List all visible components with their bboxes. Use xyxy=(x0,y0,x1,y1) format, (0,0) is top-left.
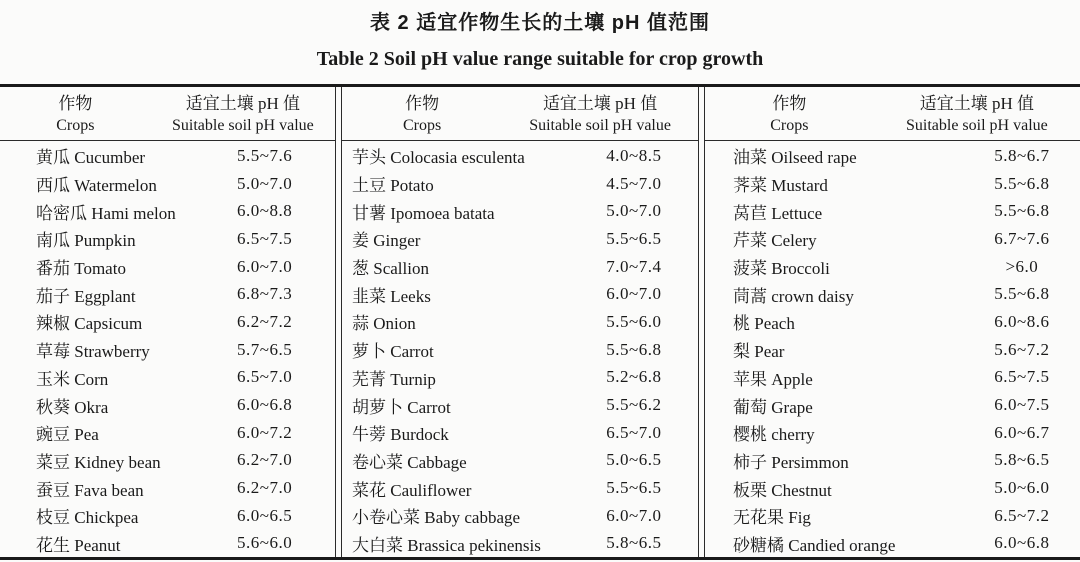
ph-header-en: Suitable soil pH value xyxy=(529,117,671,134)
ph-value-cell: 6.0~7.5 xyxy=(994,395,1050,415)
crop-name-cell: 胡萝卜 Carrot xyxy=(352,397,451,417)
crop-name-cell: 花生 Peanut xyxy=(36,535,121,555)
ph-value-cell: 6.0~6.5 xyxy=(237,505,293,525)
ph-value-cell: 5.5~6.5 xyxy=(606,228,662,248)
crop-name-cell: 葡萄 Grape xyxy=(733,397,813,417)
ph-value-cell: 5.5~6.8 xyxy=(994,201,1050,221)
crops-header-en: Crops xyxy=(770,117,809,134)
table-row xyxy=(0,336,335,364)
table-row xyxy=(342,474,698,502)
crop-name-cell: 菜豆 Kidney bean xyxy=(36,452,161,472)
crop-name-cell: 莴苣 Lettuce xyxy=(733,203,823,223)
table-row xyxy=(705,419,1080,447)
ph-value-cell: 5.8~6.5 xyxy=(994,450,1050,470)
table-row xyxy=(0,502,335,530)
crop-name-cell: 菜花 Cauliflower xyxy=(352,480,472,500)
crop-name-cell: 黄瓜 Cucumber xyxy=(36,148,146,168)
table-header-left xyxy=(0,87,335,141)
table-row xyxy=(0,170,335,198)
crop-name-cell: 牛蒡 Burdock xyxy=(352,425,449,445)
crop-name-cell: 芋头 Colocasia esculenta xyxy=(352,148,525,168)
crop-name-cell: 葱 Scallion xyxy=(352,259,429,279)
ph-header-en: Suitable soil pH value xyxy=(905,117,1048,134)
ph-value-cell: 5.6~6.0 xyxy=(237,533,293,553)
ph-value-cell: 6.0~6.7 xyxy=(994,422,1050,442)
table-row xyxy=(705,253,1080,281)
crops-column-header xyxy=(705,92,874,136)
crops-header-en: Crops xyxy=(56,117,95,134)
table-row xyxy=(0,308,335,336)
table-row xyxy=(342,142,698,170)
table-row xyxy=(342,280,698,308)
table-row xyxy=(0,474,335,502)
ph-value-cell: 6.8~7.3 xyxy=(237,284,293,304)
ph-header-en: Suitable soil pH value xyxy=(171,117,314,134)
ph-value-cell: 5.5~7.6 xyxy=(237,145,293,165)
crop-name-cell: 大白菜 Brassica pekinensis xyxy=(352,535,541,555)
ph-value-cell: 6.5~7.5 xyxy=(237,228,293,248)
crops-column-header xyxy=(0,92,151,136)
table-row xyxy=(342,253,698,281)
ph-value-cell: >6.0 xyxy=(1005,256,1039,276)
crops-column-header xyxy=(342,92,502,136)
crop-name-cell: 辣椒 Capsicum xyxy=(36,314,143,334)
soil-ph-table xyxy=(0,84,1080,560)
table-row xyxy=(342,170,698,198)
ph-value-cell: 5.0~6.5 xyxy=(606,450,662,470)
ph-value-cell: 6.2~7.2 xyxy=(237,311,293,331)
ph-value-cell: 6.0~8.8 xyxy=(237,201,293,221)
table-row xyxy=(705,364,1080,392)
crop-name-cell: 南瓜 Pumpkin xyxy=(36,231,136,251)
crop-name-cell: 萝卜 Carrot xyxy=(352,342,434,362)
table-title-en: Table 2 Soil pH value range suitable for crop growth xyxy=(316,48,764,70)
table-row xyxy=(705,530,1080,558)
crop-name-cell: 蒜 Onion xyxy=(352,314,416,334)
table-row xyxy=(0,530,335,558)
table-row xyxy=(342,447,698,475)
table-title-zh: 表 2 适宜作物生长的土壤 pH 值范围 xyxy=(369,12,710,34)
crop-name-cell: 豌豆 Pea xyxy=(36,425,99,445)
table-row xyxy=(705,391,1080,419)
crop-name-cell: 小卷心菜 Baby cabbage xyxy=(352,508,521,528)
table-row xyxy=(0,197,335,225)
ph-value-cell: 6.5~7.5 xyxy=(994,367,1050,387)
crop-name-cell: 柿子 Persimmon xyxy=(733,452,849,472)
table-row xyxy=(705,197,1080,225)
crop-name-cell: 油菜 Oilseed rape xyxy=(733,148,857,168)
table-row xyxy=(705,502,1080,530)
table-row xyxy=(342,225,698,253)
table-row xyxy=(705,142,1080,170)
table-row xyxy=(342,530,698,558)
table-row xyxy=(705,170,1080,198)
ph-value-cell: 5.6~7.2 xyxy=(994,339,1050,359)
table-row xyxy=(0,391,335,419)
crop-name-cell: 秋葵 Okra xyxy=(36,397,109,417)
table-body-middle xyxy=(342,141,698,557)
crop-name-cell: 茼蒿 crown daisy xyxy=(733,286,854,306)
crop-name-cell: 芜菁 Turnip xyxy=(352,369,436,389)
ph-value-cell: 6.2~7.0 xyxy=(237,478,293,498)
ph-value-cell: 5.5~6.8 xyxy=(606,339,662,359)
ph-column-header xyxy=(151,92,335,136)
crop-name-cell: 哈密瓜 Hami melon xyxy=(36,203,176,223)
ph-value-cell: 6.0~8.6 xyxy=(994,311,1050,331)
ph-value-cell: 5.7~6.5 xyxy=(237,339,293,359)
ph-value-cell: 5.5~6.2 xyxy=(606,395,662,415)
crop-name-cell: 芹菜 Celery xyxy=(733,231,817,251)
crop-name-cell: 无花果 Fig xyxy=(733,508,811,528)
table-row xyxy=(0,419,335,447)
crop-name-cell: 韭菜 Leeks xyxy=(352,286,431,306)
ph-value-cell: 6.0~7.0 xyxy=(606,505,662,525)
table-row xyxy=(342,502,698,530)
ph-header-zh: 适宜土壤 pH 值 xyxy=(542,94,658,113)
double-rule-divider xyxy=(335,87,342,557)
table-row xyxy=(705,447,1080,475)
crop-name-cell: 西瓜 Watermelon xyxy=(36,176,157,196)
ph-value-cell: 6.0~6.8 xyxy=(994,533,1050,553)
crop-name-cell: 板栗 Chestnut xyxy=(733,480,832,500)
table-row xyxy=(705,225,1080,253)
crop-name-cell: 砂糖橘 Candied orange xyxy=(733,535,896,555)
crops-header-zh: 作物 xyxy=(58,94,93,113)
ph-value-cell: 6.7~7.6 xyxy=(994,228,1050,248)
ph-column-header xyxy=(502,92,698,136)
ph-value-cell: 7.0~7.4 xyxy=(606,256,662,276)
table-row xyxy=(705,280,1080,308)
ph-value-cell: 4.0~8.5 xyxy=(606,145,662,165)
ph-value-cell: 6.2~7.0 xyxy=(237,450,293,470)
table-row xyxy=(342,197,698,225)
table-row xyxy=(342,391,698,419)
table-row xyxy=(705,474,1080,502)
table-row xyxy=(342,308,698,336)
ph-value-cell: 5.0~7.0 xyxy=(606,201,662,221)
crop-name-cell: 蚕豆 Fava bean xyxy=(36,480,144,500)
crop-name-cell: 甘薯 Ipomoea batata xyxy=(352,203,495,223)
crop-name-cell: 姜 Ginger xyxy=(352,231,421,251)
table-row xyxy=(0,447,335,475)
table-header-middle xyxy=(342,87,698,141)
ph-column-header xyxy=(874,92,1080,136)
crop-name-cell: 苹果 Apple xyxy=(733,369,813,389)
ph-value-cell: 5.5~6.5 xyxy=(606,478,662,498)
ph-value-cell: 6.0~7.0 xyxy=(237,256,293,276)
crop-name-cell: 菠菜 Broccoli xyxy=(733,259,830,279)
ph-value-cell: 6.5~7.0 xyxy=(237,367,293,387)
ph-value-cell: 5.8~6.7 xyxy=(994,145,1050,165)
crop-name-cell: 草莓 Strawberry xyxy=(36,342,150,362)
crop-name-cell: 玉米 Corn xyxy=(36,369,109,389)
table-row xyxy=(0,253,335,281)
table-row xyxy=(705,336,1080,364)
ph-value-cell: 5.5~6.8 xyxy=(994,173,1050,193)
crop-name-cell: 番茄 Tomato xyxy=(36,259,126,279)
ph-value-cell: 4.5~7.0 xyxy=(606,173,662,193)
ph-value-cell: 5.0~7.0 xyxy=(237,173,293,193)
table-row xyxy=(342,364,698,392)
ph-value-cell: 5.0~6.0 xyxy=(994,478,1050,498)
table-row xyxy=(0,225,335,253)
crop-name-cell: 土豆 Potato xyxy=(352,176,434,196)
crop-name-cell: 樱桃 cherry xyxy=(733,425,815,445)
crop-name-cell: 卷心菜 Cabbage xyxy=(352,452,467,472)
table-row xyxy=(0,364,335,392)
table-body-left xyxy=(0,141,335,557)
table-header-right xyxy=(705,87,1080,141)
ph-value-cell: 6.5~7.2 xyxy=(994,505,1050,525)
table-row xyxy=(342,336,698,364)
ph-value-cell: 5.5~6.0 xyxy=(606,311,662,331)
crops-header-zh: 作物 xyxy=(405,94,440,113)
double-rule-divider xyxy=(698,87,705,557)
crops-header-zh: 作物 xyxy=(772,94,807,113)
ph-value-cell: 6.0~7.2 xyxy=(237,422,293,442)
ph-value-cell: 5.8~6.5 xyxy=(606,533,662,553)
crop-name-cell: 枝豆 Chickpea xyxy=(36,508,139,528)
table-body-right xyxy=(705,141,1080,557)
ph-header-zh: 适宜土壤 pH 值 xyxy=(919,94,1035,113)
crop-name-cell: 桃 Peach xyxy=(733,314,795,334)
table-group-right xyxy=(705,87,1080,557)
crop-name-cell: 茄子 Eggplant xyxy=(36,286,136,306)
crops-header-en: Crops xyxy=(402,117,442,134)
table-group-middle xyxy=(342,87,698,557)
table-row xyxy=(705,308,1080,336)
table-group-left xyxy=(0,87,335,557)
ph-value-cell: 6.0~7.0 xyxy=(606,284,662,304)
ph-value-cell: 5.5~6.8 xyxy=(994,284,1050,304)
table-row xyxy=(0,142,335,170)
table-row xyxy=(342,419,698,447)
ph-header-zh: 适宜土壤 pH 值 xyxy=(185,94,301,113)
table-row xyxy=(0,280,335,308)
crop-name-cell: 梨 Pear xyxy=(733,342,785,362)
crop-name-cell: 荠菜 Mustard xyxy=(733,176,828,196)
ph-value-cell: 6.0~6.8 xyxy=(237,395,293,415)
ph-value-cell: 5.2~6.8 xyxy=(606,367,662,387)
ph-value-cell: 6.5~7.0 xyxy=(606,422,662,442)
